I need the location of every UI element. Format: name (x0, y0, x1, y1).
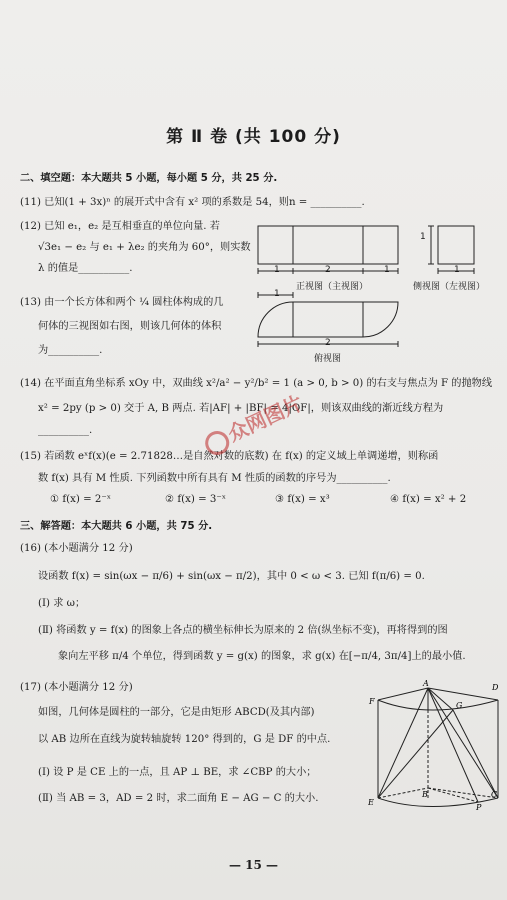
label-D: D (492, 683, 499, 692)
partial-cylinder-figure (368, 680, 502, 810)
q15-option-3: ③ f(x) = x³ (275, 494, 330, 505)
page-number: — 15 — (228, 858, 279, 872)
question-13-line-2: 何体的三视图如右图，则该几何体的体积 (38, 321, 222, 332)
q15-option-4: ④ f(x) = x² + 2 (390, 494, 467, 505)
question-12-line-3: λ 的值是__________. (38, 263, 133, 274)
question-15-line-2: 数 f(x) 具有 M 性质. 下列函数中所有具有 M 性质的函数的序号为__________. (38, 473, 391, 484)
question-12-line-1: (12) 已知 e₁，e₂ 是互相垂直的单位向量. 若 (20, 221, 220, 232)
watermark (199, 387, 308, 459)
dim-front-right: 1 (384, 265, 390, 275)
label-G: G (456, 701, 463, 710)
question-17-heading: (17) (本小题满分 12 分) (20, 682, 133, 693)
dim-top-total: 2 (325, 338, 331, 348)
question-16-part-1: (Ⅰ) 求 ω； (38, 598, 86, 609)
answer-section-heading: 三、解答题：本大题共 6 小题，共 75 分. (20, 521, 213, 532)
dim-front-middle: 2 (325, 265, 331, 275)
question-14-line-2: x² = 2py (p > 0) 交于 A, B 两点. 若|AF| + |BF| = 4|OF|，则该双曲线的渐近线方程为 (38, 403, 444, 414)
paper-section-title: 第 Ⅱ 卷 (共 100 分) (166, 127, 341, 147)
front-view-label: 正视图（主视图） (296, 282, 369, 292)
question-17-line-2: 以 AB 边所在直线为旋转轴旋转 120° 得到的，G 是 DF 的中点. (38, 734, 331, 745)
question-16-heading: (16) (本小题满分 12 分) (20, 543, 133, 554)
q15-option-2: ② f(x) = 3⁻ˣ (165, 494, 227, 505)
question-16-line-1: 设函数 f(x) = sin(ωx − π/6) + sin(ωx − π/2)，其中 0 < ω < 3. 已知 f(π/6) = 0. (38, 571, 425, 582)
side-view (428, 226, 474, 274)
label-F: F (369, 697, 375, 706)
question-14-line-1: (14) 在平面直角坐标系 xOy 中，双曲线 x²/a² − y²/b² = 1 (a > 0, b > 0) 的右支与焦点为 F 的抛物线 (20, 378, 493, 389)
question-13-line-3: 为__________. (38, 345, 103, 356)
dim-side-width: 1 (454, 265, 460, 275)
side-view-label: 侧视图（左视图） (413, 282, 486, 292)
fill-blank-section-heading: 二、填空题：本大题共 5 小题，每小题 5 分，共 25 分. (20, 173, 278, 184)
question-12-line-2: √3e₁ − e₂ 与 e₁ + λe₂ 的夹角为 60°，则实数 (38, 242, 251, 253)
three-views-figure (250, 218, 500, 368)
question-11: (11) 已知(1 + 3x)ⁿ 的展开式中含有 x² 项的系数是 54，则n = __________. (20, 197, 365, 208)
question-17-part-1: (Ⅰ) 设 P 是 CE 上的一点，且 AP ⊥ BE，求 ∠CBP 的大小； (38, 767, 317, 778)
watermark-text: 众网图片 (223, 390, 307, 447)
label-A: A (423, 680, 429, 688)
question-16-part-2: (Ⅱ) 将函数 y = f(x) 的图象上各点的横坐标伸长为原来的 2 倍(纵坐标不变)，再将得到的图 (38, 625, 448, 636)
label-E: E (368, 798, 374, 807)
question-17-line-1: 如图，几何体是圆柱的一部分，它是由矩形 ABCD(及其内部) (38, 707, 315, 718)
label-B: B (422, 790, 428, 799)
dim-front-left: 1 (274, 265, 280, 275)
dim-top-left: 1 (274, 289, 280, 299)
q15-option-1: ① f(x) = 2⁻ˣ (50, 494, 112, 505)
question-17-part-2: (Ⅱ) 当 AB = 3，AD = 2 时，求二面角 E − AG − C 的大小. (38, 793, 319, 804)
label-C: C (491, 790, 498, 799)
question-16-part-2-cont: 象向左平移 π/4 个单位，得到函数 y = g(x) 的图象，求 g(x) 在[−π/4, 3π/4]上的最小值. (58, 651, 466, 662)
top-view-label: 俯视图 (314, 354, 342, 364)
label-P: P (476, 803, 482, 810)
question-15-line-1: (15) 若函数 eˣf(x)(e = 2.71828…是自然对数的底数) 在 f(x) 的定义域上单调递增，则称函 (20, 451, 439, 462)
question-14-line-3: __________. (38, 425, 93, 436)
dim-side-height: 1 (420, 232, 426, 242)
question-13-line-1: (13) 由一个长方体和两个 ¼ 圆柱体构成的几 (20, 297, 224, 308)
